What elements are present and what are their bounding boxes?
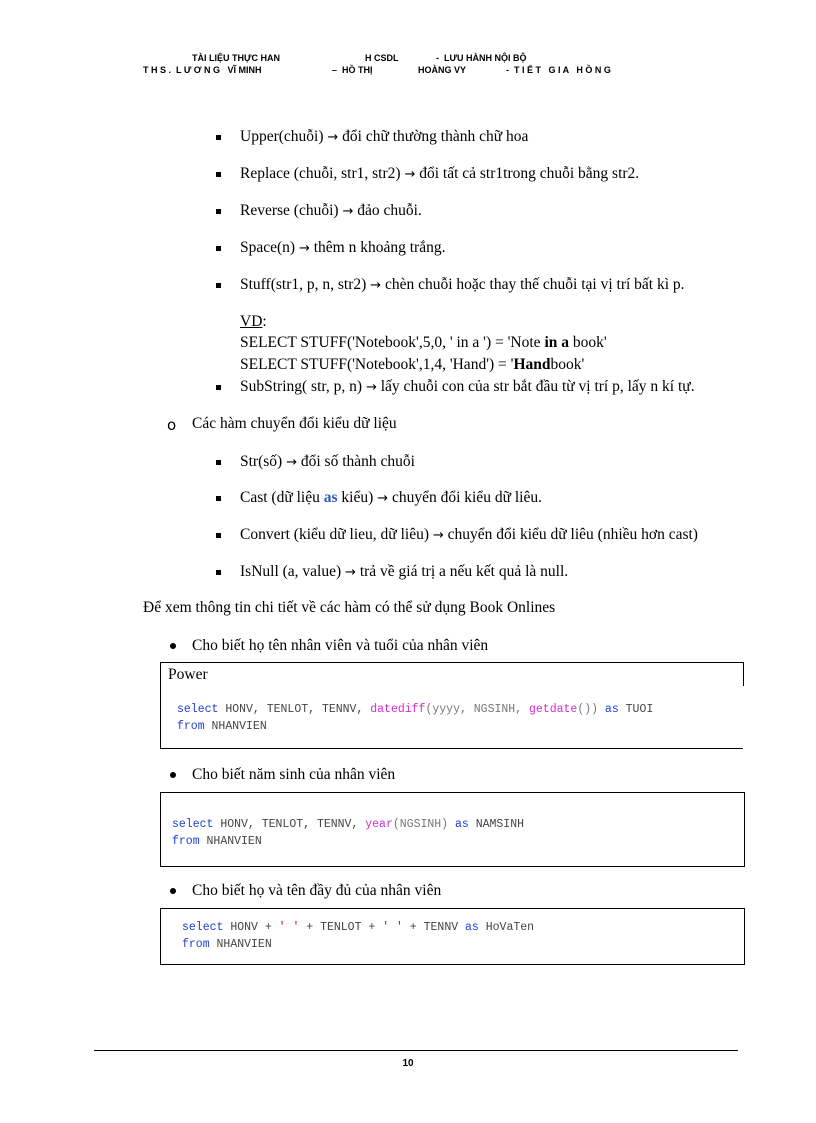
code-text: ()) (577, 703, 605, 716)
bullet-dot (170, 643, 176, 649)
example-text: book' (550, 356, 585, 373)
keyword: as (604, 703, 619, 716)
function-name: datediff (370, 703, 426, 716)
list-item (240, 202, 422, 221)
code-box-edge (743, 662, 744, 686)
func-name: Convert (kiểu dữ lieu, dữ liêu) (240, 526, 429, 543)
arrow-icon: → (432, 528, 444, 543)
bullet-square (216, 570, 221, 575)
keyword: select (182, 921, 224, 934)
function-name: getdate (529, 703, 578, 716)
code-text: + TENLOT + (299, 921, 383, 934)
bullet-square (216, 135, 221, 140)
task-label: Cho biết năm sinh của nhân viên (192, 766, 396, 783)
func-desc: lấy chuỗi con của str bắt đầu từ vị trí p, lấy n kí tự. (380, 378, 695, 395)
func-desc: chèn chuỗi hoặc thay thế chuỗi tại vị trí bất kì p. (384, 276, 685, 293)
list-item (240, 563, 568, 582)
func-name: Cast (dữ liệu (240, 489, 324, 506)
header-author-3: - T I Ế T G I A H Ồ N G (506, 65, 611, 75)
example-line-2 (240, 356, 584, 374)
list-item (240, 378, 695, 397)
arrow-icon: → (365, 380, 377, 395)
code-text: NHANVIEN (199, 835, 262, 848)
code-line (182, 919, 534, 936)
keyword: from (172, 835, 200, 848)
bullet-square (216, 246, 221, 251)
header-author-2: – HỒ THỊ (332, 65, 373, 75)
code-line (172, 816, 524, 833)
bullet-square (216, 172, 221, 177)
string-literal: ' ' (278, 921, 300, 934)
as-keyword: as (323, 489, 338, 506)
example-bold: in a (544, 334, 569, 351)
example-label-text: VD (240, 313, 263, 330)
func-name: Space(n) (240, 239, 296, 256)
code-line (172, 833, 262, 850)
example-line-1 (240, 334, 607, 352)
keyword: from (182, 938, 210, 951)
code-text: NAMSINH (468, 818, 525, 831)
arrow-icon: → (342, 204, 354, 219)
func-name: Reverse (chuỗi) (240, 202, 339, 219)
arrow-icon: → (327, 130, 339, 145)
list-item (240, 489, 542, 508)
keyword: from (177, 720, 205, 733)
example-label (240, 313, 267, 331)
func-desc: đổi tất cả str1trong chuỗi bằng str2. (419, 165, 640, 182)
function-name: year (365, 818, 393, 831)
list-item (240, 453, 415, 472)
example-text: SELECT STUFF('Notebook',5,0, ' in a ') = 'Note (240, 334, 545, 351)
bullet-square (216, 460, 221, 465)
header-author-2b: HOÀNG VY (418, 65, 467, 75)
code-text: + TENNV (402, 921, 466, 934)
task-label: Cho biết họ và tên đầy đủ của nhân viên (192, 882, 442, 899)
arrow-icon: → (298, 241, 310, 256)
header-circulation: - LƯU HÀNH NỘI BỘ (436, 53, 527, 63)
code-text: HONV, TENLOT, TENNV, (218, 703, 371, 716)
arrow-icon: → (286, 455, 297, 470)
func-desc: đổi chữ thường thành chữ hoa (342, 128, 529, 145)
code-text: HONV, TENLOT, TENNV, (213, 818, 366, 831)
func-desc: chuyển đổi kiểu dữ liêu (nhiều hơn cast) (447, 526, 698, 543)
bullet-square (216, 283, 221, 288)
code-line (182, 936, 272, 953)
keyword: select (172, 818, 214, 831)
func-name: Upper(chuỗi) (240, 128, 324, 145)
header-title-cont: H CSDL (365, 53, 399, 63)
code-text: HONV + (223, 921, 279, 934)
keyword: as (454, 818, 469, 831)
list-item (240, 128, 528, 147)
bullet-square (216, 496, 221, 501)
example-text: SELECT STUFF('Notebook',1,4, 'Hand') = ' (240, 356, 514, 373)
footer-divider (94, 1050, 738, 1051)
code-line (177, 701, 653, 718)
example-text: book' (569, 334, 607, 351)
func-name: IsNull (a, value) (240, 563, 342, 580)
info-line: Để xem thông tin chi tiết về các hàm có thể sử dụng Book Onlines (143, 599, 556, 616)
code-text: (NGSINH) (392, 818, 455, 831)
code-text: NHANVIEN (204, 720, 267, 733)
func-name: SubString( str, p, n) (240, 378, 363, 395)
arrow-icon: → (377, 491, 389, 506)
code-line (177, 718, 267, 735)
bullet-square (216, 209, 221, 214)
keyword: as (465, 921, 479, 934)
keyword: select (177, 703, 219, 716)
func-name: Str(số) (240, 453, 283, 470)
bullet-square (216, 533, 221, 538)
list-item (240, 526, 698, 545)
list-item (240, 239, 445, 258)
bullet-dot (170, 888, 176, 894)
list-item (240, 165, 639, 184)
code-text: HoVaTen (478, 921, 535, 934)
string-literal: ' ' (382, 921, 403, 934)
example-colon: : (262, 313, 267, 330)
func-desc: đảo chuỗi. (357, 202, 422, 219)
func-desc: chuyển đổi kiểu dữ liêu. (391, 489, 542, 506)
bullet-dot (170, 772, 176, 778)
func-desc: đổi số thành chuỗi (300, 453, 415, 470)
section-heading: Các hàm chuyển đổi kiểu dữ liệu (192, 415, 397, 432)
code-text: (yyyy, NGSINH, (425, 703, 529, 716)
arrow-icon: → (370, 278, 382, 293)
code-text: TUOI (618, 703, 654, 716)
func-name: kiểu) (337, 489, 374, 506)
func-name: Replace (chuỗi, str1, str2) (240, 165, 401, 182)
func-desc: trả về giá trị a nếu kết quả là null. (359, 563, 569, 580)
code-text: NHANVIEN (209, 938, 272, 951)
task-label: Cho biết họ tên nhân viên và tuổi của nhân viên (192, 637, 489, 654)
func-name: Stuff(str1, p, n, str2) (240, 276, 367, 293)
example-bold: Hand (513, 356, 551, 373)
code-label: Power (168, 666, 208, 683)
arrow-icon: → (404, 167, 416, 182)
header-author-1: T H S . L Ư Ơ N G VĨ MINH (143, 65, 262, 75)
circle-bullet-icon: o (167, 416, 177, 434)
func-desc: thêm n khoảng trắng. (313, 239, 446, 256)
code-box-edge (160, 748, 743, 749)
list-item (240, 276, 685, 295)
header-title: TÀI LIỆU THỰC HAN (192, 53, 280, 63)
bullet-square (216, 385, 221, 390)
page-number: 10 (402, 1058, 414, 1069)
arrow-icon: → (345, 565, 356, 580)
